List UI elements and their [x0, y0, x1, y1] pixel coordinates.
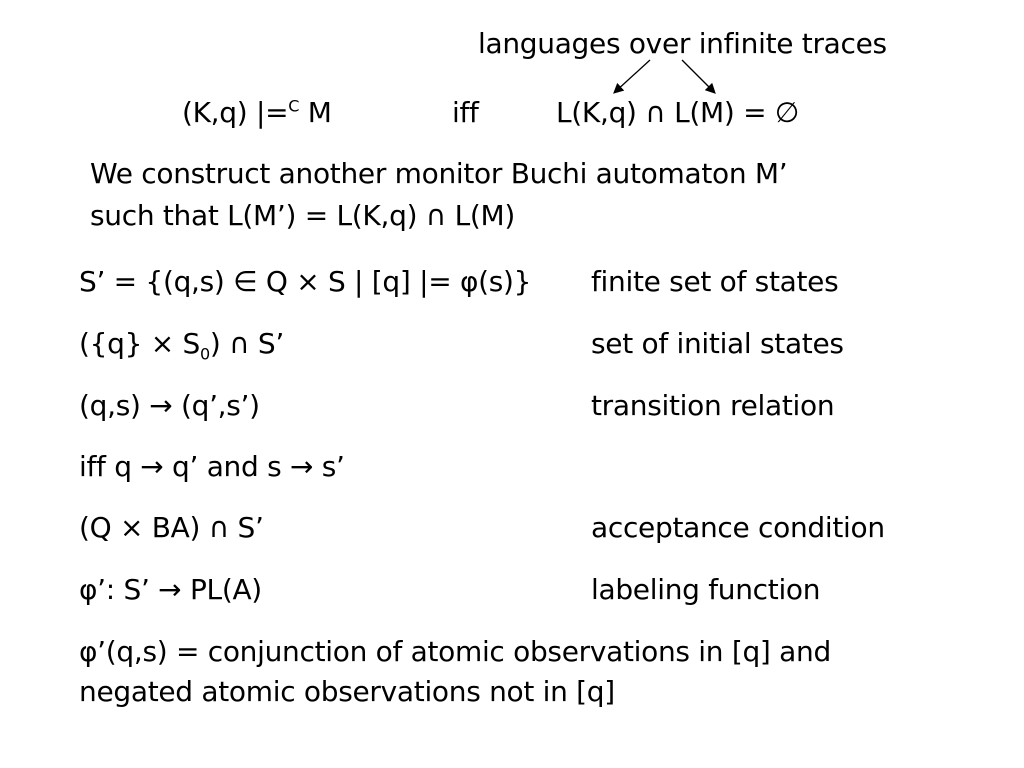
annotation-label: languages over infinite traces: [478, 27, 887, 60]
row-acceptance-desc: acceptance condition: [591, 511, 885, 544]
row-labeling-desc: labeling function: [591, 573, 821, 606]
row-transition-condition: iff q → q’ and s → s’: [79, 450, 345, 483]
row-initial-prefix: ({q} × S: [79, 327, 200, 360]
iff-keyword: iff: [452, 96, 479, 129]
row-transition-def: (q,s) → (q’,s’): [79, 389, 260, 422]
language-intersection: L(K,q) ∩ L(M) = ∅: [556, 96, 799, 129]
row-initial-desc: set of initial states: [591, 327, 844, 360]
satisfaction-expression: [182, 96, 332, 130]
row-transition-desc: transition relation: [591, 389, 835, 422]
row-states-desc: finite set of states: [591, 265, 839, 298]
satisfaction-superscript: C: [288, 96, 300, 116]
annotation-arrows: [600, 58, 730, 98]
satisfaction-left: (K,q) |=: [182, 96, 289, 129]
arrow-left: [615, 60, 650, 92]
row-initial-subscript: 0: [199, 344, 210, 364]
conclusion-line-1: φ’(q,s) = conjunction of atomic observations in [q] and: [79, 635, 831, 668]
row-labeling-def: φ’: S’ → PL(A): [79, 573, 262, 606]
row-states-def: S’ = {(q,s) ∈ Q × S | [q] |= φ(s)}: [79, 265, 532, 298]
row-acceptance-def: (Q × BA) ∩ S’: [79, 511, 264, 544]
satisfaction-monitor: M: [299, 96, 332, 129]
conclusion-line-2: negated atomic observations not in [q]: [79, 675, 615, 708]
arrow-right: [682, 60, 714, 92]
intro-line-1: We construct another monitor Buchi automaton M’: [90, 157, 788, 190]
intro-line-2: such that L(M’) = L(K,q) ∩ L(M): [90, 199, 515, 232]
row-initial-def: [79, 327, 284, 364]
row-initial-suffix: ) ∩ S’: [209, 327, 284, 360]
